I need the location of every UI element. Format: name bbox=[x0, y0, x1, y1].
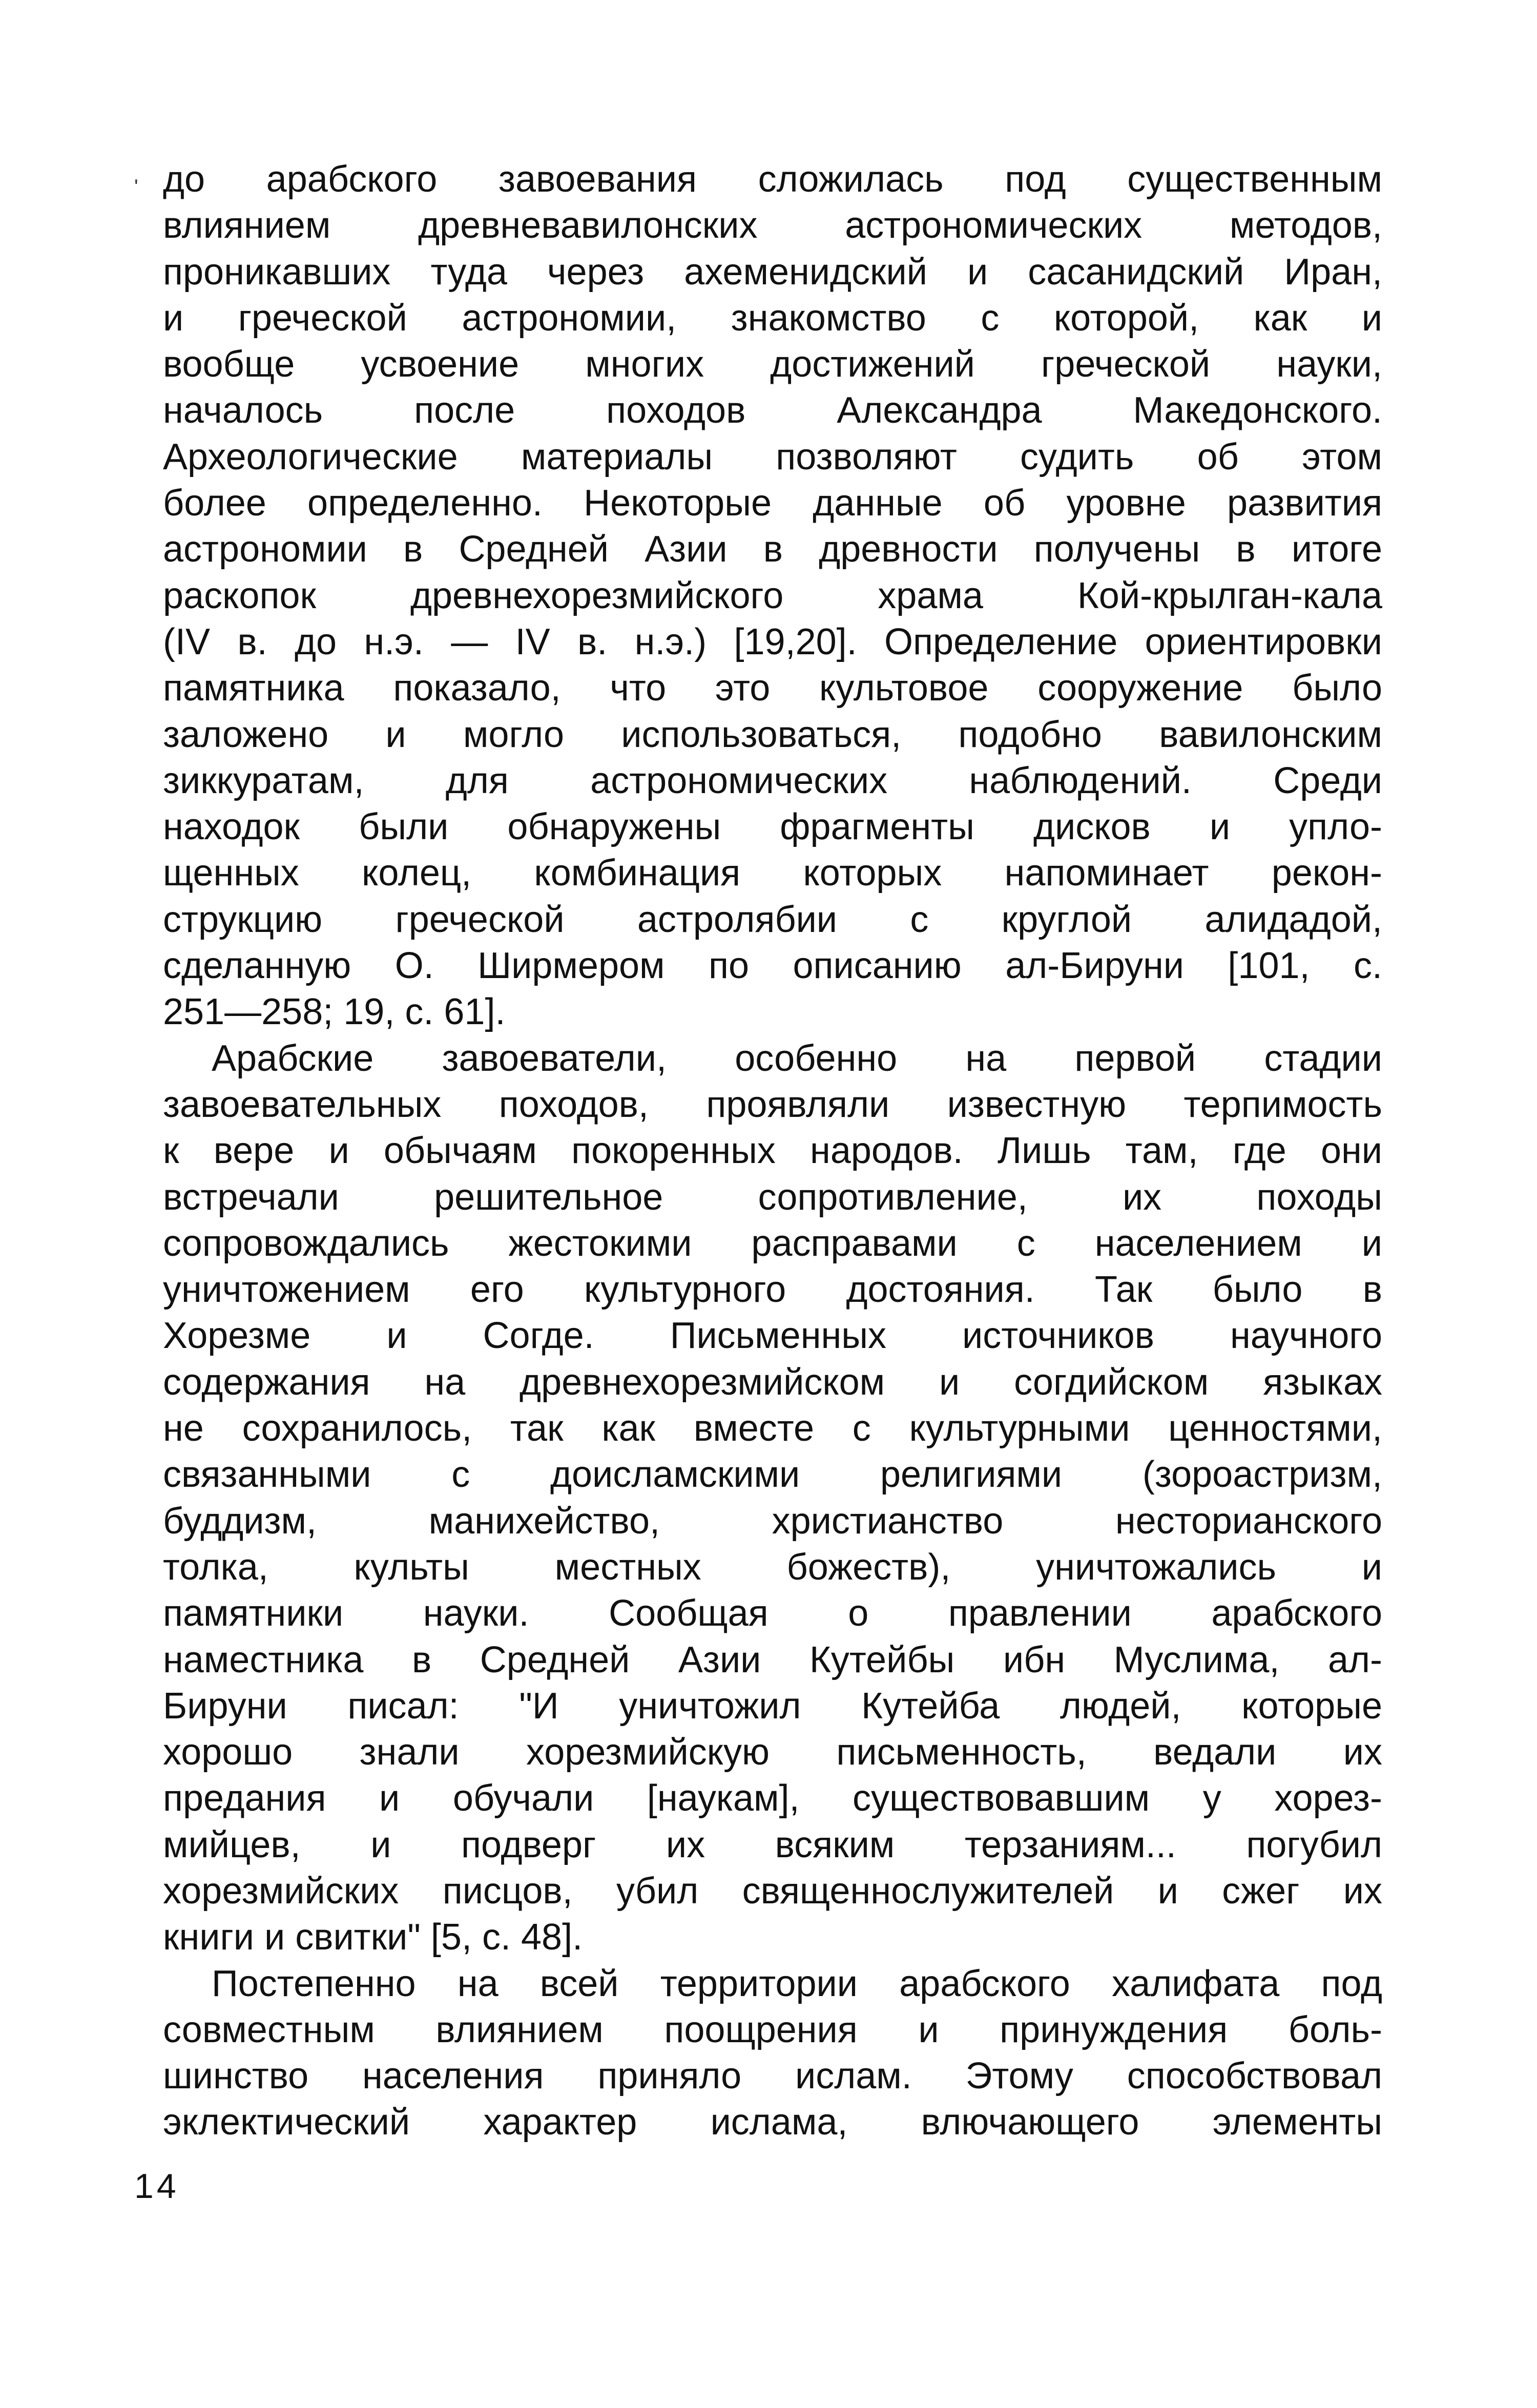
text-line: встречали решительное сопротивление, их походы bbox=[163, 1176, 1382, 1218]
text-line: (IV в. до н.э. — IV в. н.э.) [19,20]. Определение ориентировки bbox=[163, 621, 1382, 662]
text-line: влиянием древневавилонских астрономических методов, bbox=[163, 205, 1382, 246]
text-line: более определенно. Некоторые данные об уровне развития bbox=[163, 483, 1382, 524]
text-line: Бируни писал: "И уничтожил Кутейба людей, которые bbox=[163, 1685, 1382, 1727]
text-line: уничтожением его культурного достояния. Так было в bbox=[163, 1269, 1382, 1311]
text-line: заложено и могло использоваться, подобно вавилонским bbox=[163, 714, 1382, 755]
text-line: сопровождались жестокими расправами с населением и bbox=[163, 1222, 1382, 1264]
text-line: эклектический характер ислама, влючающего элементы bbox=[163, 2102, 1382, 2143]
text-line: толка, культы местных божеств), уничтожались и bbox=[163, 1546, 1382, 1588]
text-line: книги и свитки" [5, с. 48]. bbox=[163, 1917, 583, 1958]
page-number: 14 bbox=[134, 2167, 179, 2206]
body-text bbox=[163, 156, 1382, 2146]
text-line: к вере и обычаям покоренных народов. Лишь там, где они bbox=[163, 1130, 1382, 1172]
text-line: хорошо знали хорезмийскую письменность, ведали их bbox=[163, 1732, 1382, 1773]
text-line: Хорезме и Согде. Письменных источников научного bbox=[163, 1315, 1382, 1357]
text-line: памятники науки. Сообщая о правлении арабского bbox=[163, 1593, 1382, 1634]
text-line: зиккуратам, для астрономических наблюдений. Среди bbox=[163, 760, 1382, 801]
text-line: наместника в Средней Азии Кутейбы ибн Муслима, ал- bbox=[163, 1639, 1382, 1680]
margin-mark: ' bbox=[134, 176, 138, 198]
text-line: раскопок древнехорезмийского храма Кой-крылган-кала bbox=[163, 575, 1382, 616]
text-line: Постепенно на всей территории арабского халифата под bbox=[212, 1963, 1382, 2004]
text-line: 251—258; 19, с. 61]. bbox=[163, 991, 506, 1033]
text-line: буддизм, манихейство, христианство несторианского bbox=[163, 1500, 1382, 1542]
text-line: астрономии в Средней Азии в древности получены в итоге bbox=[163, 529, 1382, 570]
text-line: предания и обучали [наукам], существовавшим у хорез- bbox=[163, 1778, 1382, 1819]
text-line: памятника показало, что это культовое сооружение было bbox=[163, 668, 1382, 709]
text-line: вообще усвоение многих достижений греческой науки, bbox=[163, 344, 1382, 385]
text-line: содержания на древнехорезмийском и согдийском языках bbox=[163, 1361, 1382, 1403]
text-line: совместным влиянием поощрения и принуждения боль- bbox=[163, 2009, 1382, 2050]
text-line: завоевательных походов, проявляли известную терпимость bbox=[163, 1084, 1382, 1125]
text-line: и греческой астрономии, знакомство с которой, как и bbox=[163, 297, 1382, 339]
text-line: шинство населения приняло ислам. Этому способствовал bbox=[163, 2056, 1382, 2097]
text-line: хорезмийских писцов, убил священнослужителей и сжег их bbox=[163, 1870, 1382, 1912]
text-line: Археологические материалы позволяют судить об этом bbox=[163, 436, 1382, 478]
text-line: до арабского завоевания сложилась под существенным bbox=[163, 159, 1382, 200]
text-line: щенных колец, комбинация которых напоминает рекон- bbox=[163, 853, 1382, 894]
text-line: связанными с доисламскими религиями (зороастризм, bbox=[163, 1454, 1382, 1496]
text-line: Арабские завоеватели, особенно на первой стадии bbox=[212, 1037, 1382, 1079]
text-line: проникавших туда через ахеменидский и сасанидский Иран, bbox=[163, 251, 1382, 293]
text-line: началось после походов Александра Македонского. bbox=[163, 390, 1382, 431]
text-line: мийцев, и подверг их всяким терзаниям... погубил bbox=[163, 1824, 1382, 1865]
text-line: не сохранилось, так как вместе с культурными ценностями, bbox=[163, 1408, 1382, 1449]
text-line: сделанную О. Ширмером по описанию ал-Бируни [101, с. bbox=[163, 945, 1382, 987]
text-line: находок были обнаружены фрагменты дисков и упло- bbox=[163, 806, 1382, 848]
text-line: струкцию греческой астролябии с круглой алидадой, bbox=[163, 899, 1382, 940]
